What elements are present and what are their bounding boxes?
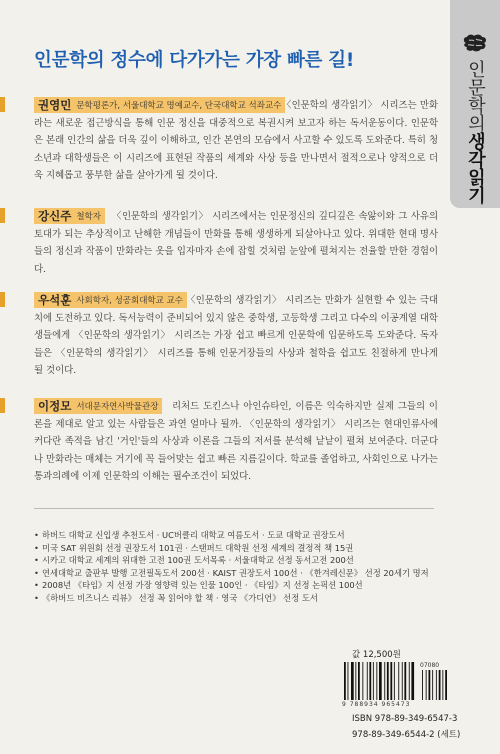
review-2 bbox=[0, 208, 450, 288]
series-tab bbox=[450, 0, 500, 208]
barcode-bar bbox=[439, 670, 441, 700]
barcode-number: 9 788934 965473 bbox=[342, 701, 411, 708]
barcode-bar bbox=[351, 662, 354, 700]
barcode-bar bbox=[402, 662, 403, 700]
barcode-bar bbox=[358, 662, 360, 700]
barcode-bar bbox=[367, 662, 368, 700]
reviewer-role: 문학평론가, 서울대학교 명예교수, 단국대학교 석좌교수 bbox=[76, 101, 282, 111]
review-accent-bar bbox=[0, 292, 5, 307]
barcode-bar bbox=[429, 670, 431, 700]
barcode-bar bbox=[362, 662, 363, 700]
review-accent-bar bbox=[0, 398, 5, 413]
review-3 bbox=[0, 292, 450, 382]
series-title bbox=[461, 60, 489, 204]
divider bbox=[34, 508, 434, 509]
isbn: ISBN 978-89-349-6547-3 bbox=[352, 714, 458, 724]
reviewer-role: 사회학자, 성공회대학교 교수 bbox=[76, 296, 183, 306]
headline: 인문학의 정수에 다가가는 가장 빠른 길! bbox=[34, 50, 354, 71]
barcode-bar bbox=[409, 662, 410, 700]
reviewer-name: 권영민 bbox=[38, 98, 72, 112]
barcode-bar bbox=[348, 662, 349, 700]
brain-icon bbox=[462, 34, 488, 52]
review-text: 〈인문학의 생각읽기〉 시리즈는 만화라는 새로운 접근방식을 통해 인문 정신을 대중적으로 복권시켜 보고자 하는 독서운동이다. 인문학은 본래 인간의 삶을 더욱 깊이 이해하고, 인간 본연의 모습에서 사고할 수 있도록 도와준다. 특히 청소년과 대학생들은 이 시리즈에 표현된 작품의 세계와 사상 등을 만나면서 절적으로나 양적으로 더욱 지혜롭고 풍부한 삶을 살아가게 될 것이다. bbox=[34, 100, 438, 181]
barcode-bar bbox=[387, 662, 389, 700]
barcode-bar bbox=[369, 662, 371, 700]
barcode-bar bbox=[422, 670, 423, 700]
barcode-bar bbox=[404, 662, 406, 700]
barcode-bar bbox=[436, 670, 437, 700]
recommendation-list bbox=[34, 529, 454, 605]
barcode-bar bbox=[445, 670, 447, 700]
barcode-bar bbox=[398, 662, 399, 700]
review-text: 〈인문학의 생각읽기〉 시리즈에서는 인문정신의 깊디깊은 속앓이와 그 사유의 토대가 되는 추상적이고 난해한 개념들이 만화를 통해 생생하게 되살아나고 있다. 위대한 현대 명사들의 정신과 작품이 만화라는 옷을 입자마자 손에 잡힐 것처럼 눈앞에 펼쳐지는 전율할 만한 경험이다. bbox=[34, 211, 438, 275]
barcode-bar bbox=[390, 662, 392, 700]
review-4 bbox=[0, 398, 450, 493]
series-title-regular: 인문학의 bbox=[465, 60, 486, 132]
reviewer-role: 철학자 bbox=[76, 212, 101, 222]
price: 값 12,500원 bbox=[352, 650, 401, 660]
barcode-bar bbox=[344, 662, 346, 700]
series-title-bold: 생각읽기 bbox=[465, 132, 486, 204]
review-1 bbox=[0, 97, 450, 207]
list-item: • 시카고 대학교 세계의 위대한 고전 100권 도서목록 · 서울대학교 선정 동서고전 200선 bbox=[34, 555, 354, 566]
list-item: • 연세대학교 출판부 발행 고전필독도서 200선 · KAIST 권장도서 100선 · 《한겨레신문》 선정 20세기 명저 bbox=[34, 567, 429, 578]
review-text: 리처드 도킨스나 아인슈타인, 이름은 익숙하지만 실제 그들의 이론을 제대로 알고 있는 사람들은 과연 얼마나 될까. 〈인문학의 생각읽기〉 시리즈는 현대인류사에 커다란 족적을 남긴 '거인'들의 사상과 이론을 그들의 저서를 분석해 낱낱이 펼쳐 보여준다. 더군다나 만화라는 매체는 거기에 꼭 들어맞는 쉽고 빠른 지름길이다. 학교를 졸업하고, 사회인으로 나가는 통과의례에 이제 인문학의 이해는 필수조건이 되었다. bbox=[34, 401, 438, 482]
barcode-bar bbox=[426, 670, 427, 700]
barcode-bar bbox=[376, 662, 377, 700]
reviewer-role: 서대문자연사박물관장 bbox=[76, 402, 159, 412]
review-accent-bar bbox=[0, 208, 5, 223]
reviewer-name: 강신주 bbox=[38, 209, 72, 223]
reviewer-name: 이정모 bbox=[38, 399, 72, 413]
list-item: • 《하버드 비즈니스 리뷰》 선정 꼭 읽어야 할 책 · 영국 《가디언》 선정 도서 bbox=[34, 592, 318, 603]
addon-code: 07080 bbox=[420, 662, 440, 669]
barcode-bar bbox=[411, 662, 414, 700]
barcode-bar bbox=[432, 670, 433, 700]
barcode-bar bbox=[355, 662, 356, 700]
barcode-bar bbox=[384, 662, 385, 700]
review-accent-bar bbox=[0, 97, 5, 112]
review-text: 〈인문학의 생각읽기〉 시리즈는 만화가 실현할 수 있는 극대치에 도전하고 있다. 독서능력이 준비되어 있지 않은 중학생, 고등학생 그리고 다수의 이공계열 대학생들에게 〈인문학의 생각읽기〉 시리즈는 가장 쉽고 빠르게 인문학에 입문하도록 도와준다. 독자들은 〈인문학의 생각읽기〉 시리즈를 통해 인문거장들의 사상과 철학을 쉽고도 친절하게 만나게 될 것이다. bbox=[34, 295, 438, 376]
isbn-set: 978-89-349-6544-2 (세트) bbox=[352, 730, 461, 740]
list-item: • 미국 SAT 위원회 선정 권장도서 101권 · 스탠퍼드 대학원 선정 세계의 결정적 책 15권 bbox=[34, 542, 354, 553]
barcode-bar bbox=[379, 662, 382, 700]
barcode-bar bbox=[394, 662, 395, 700]
list-item: • 2008년 《타임》지 선정 가장 영향력 있는 인물 100인 · 《타임》지 선정 논픽션 100선 bbox=[34, 580, 363, 591]
barcode-bar bbox=[373, 662, 374, 700]
barcode-bar bbox=[442, 670, 443, 700]
reviewer-name: 우석훈 bbox=[38, 293, 72, 307]
list-item: • 하버드 대학교 신입생 추천도서 · UC버클리 대학교 여름도서 · 도쿄 대학교 권장도서 bbox=[34, 530, 345, 540]
